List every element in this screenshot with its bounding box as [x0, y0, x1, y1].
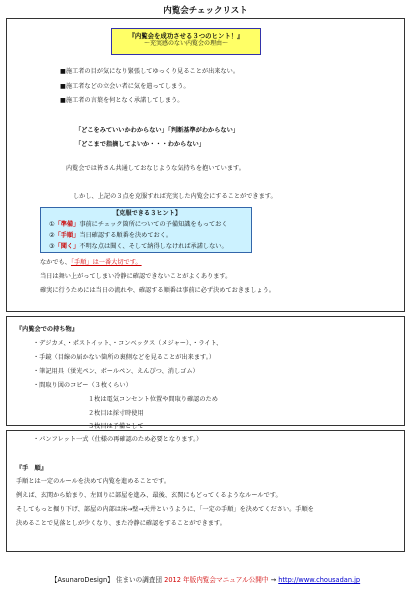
hint-banner-title: 『内覧会を成功させる３つのヒント！』	[128, 32, 244, 40]
procedure-line: そしてもっと掘り下げ、部屋の内部は床→壁→天井というように、「一定の手順」を決めてください。手順を	[16, 506, 314, 513]
belonging-item: ・間取り図のコピー（３枚くらい）	[33, 382, 132, 389]
worry-item: ■施工者の言葉を何となく承諾してしまう。	[60, 97, 184, 104]
footer-notice: 2012 年版内覧会マニュアル公開中	[164, 576, 269, 584]
procedure-line: 決めることで見落としが少くなり、また冷静に確認をすることができます。	[16, 520, 226, 527]
quote-line: 「どこまで指摘してよいか・・・わからない」	[75, 141, 205, 148]
hint-row	[49, 232, 172, 240]
worry-item: ■施工者の目が気になり緊張してゆっくり見ることが出来ない。	[60, 68, 240, 75]
belonging-item: ・パンフレット一式（仕様の再確認のため必要となります。）	[33, 436, 203, 443]
hint-keyword: 「手順」	[54, 232, 80, 239]
hint-number: ③	[49, 243, 55, 250]
hint-text: 当日確認する順番を決めておく。	[79, 232, 173, 239]
belonging-item: ・筆記用具（蛍光ペン、ボールペン、えんぴつ、消しゴム）	[33, 368, 199, 375]
tejun-prefix: なかでも、	[40, 259, 71, 266]
procedure-heading: 『手 順』	[16, 465, 47, 472]
three-hints-heading: 【克服できる３ヒント】	[112, 210, 182, 217]
belonging-sub-item: ３枚目は予備として	[88, 423, 144, 430]
tejun-highlight: 「手順」は一番大切です。	[70, 259, 142, 266]
footer-brand: 【AsunaroDesign】	[50, 576, 114, 584]
hint-keyword: 「聞く」	[54, 243, 80, 250]
hint-text: 事前にチェック箇所についての予備知識をもっておく	[79, 221, 228, 228]
belonging-sub-item: １枚は電気コンセント位置や間取り確認のため	[88, 396, 218, 403]
hint-keyword: 「準備」	[54, 221, 80, 228]
procedure-line: 例えば、玄関から始まり、左回りに部屋を進み、最後、玄関にもどってくるようなルールです。	[16, 492, 282, 499]
belonging-sub-item: ２枚目は採寸時使用	[88, 410, 144, 417]
hint-number: ①	[49, 221, 55, 228]
hint-banner-subtitle: ～充実感のない内覧会の理由～	[143, 40, 228, 47]
tejun-important-text	[40, 259, 142, 267]
procedure-line: 手順とは一定のルールを決めて内覧を進めることです。	[16, 478, 171, 485]
hint-row	[49, 243, 228, 251]
hint-banner	[111, 28, 261, 55]
footer-org: 住まいの調査団	[115, 576, 163, 584]
procedure-section	[6, 430, 405, 552]
however-text: しかし、上記の３点を克服すれば充実した内覧会にすることができます。	[73, 193, 277, 200]
hint-text: 不明な点は聞く、そして納得しなければ承諾しない。	[79, 243, 228, 250]
confirm-text: 確実に行うためには当日の流れや、確認する順番は事前に必ず決めておきましょう。	[40, 287, 275, 294]
belongings-heading: 『内覧会での持ち物』	[16, 326, 78, 333]
common-feeling-text: 内覧会では皆さん共通しておなじような気持ちを抱いています。	[66, 165, 245, 172]
quote-line: 「どこをみていいかわからない」「判断基準がわからない」	[75, 127, 239, 134]
page-title: 内覧会チェックリスト	[163, 6, 248, 16]
day-of-text: 当日は舞い上がってしまい冷静に確認できないことがよくあります。	[40, 273, 232, 280]
hint-row	[49, 221, 228, 229]
belonging-item: ・デジカメ、・ポストイット、・コンベックス（メジャー）、・ライト、	[33, 340, 223, 347]
three-hints-box	[40, 207, 252, 253]
belonging-item: ・手鏡（目線の届かない箇所の裏側などを見ることが出来ます。）	[33, 354, 216, 361]
footer-arrow: →	[270, 576, 277, 584]
footer-url-link[interactable]: http://www.chousadan.jp	[278, 576, 361, 584]
worry-item: ■施工者などの立会い者に気を遣ってしまう。	[60, 83, 190, 90]
footer	[0, 576, 411, 584]
hint-number: ②	[49, 232, 55, 239]
